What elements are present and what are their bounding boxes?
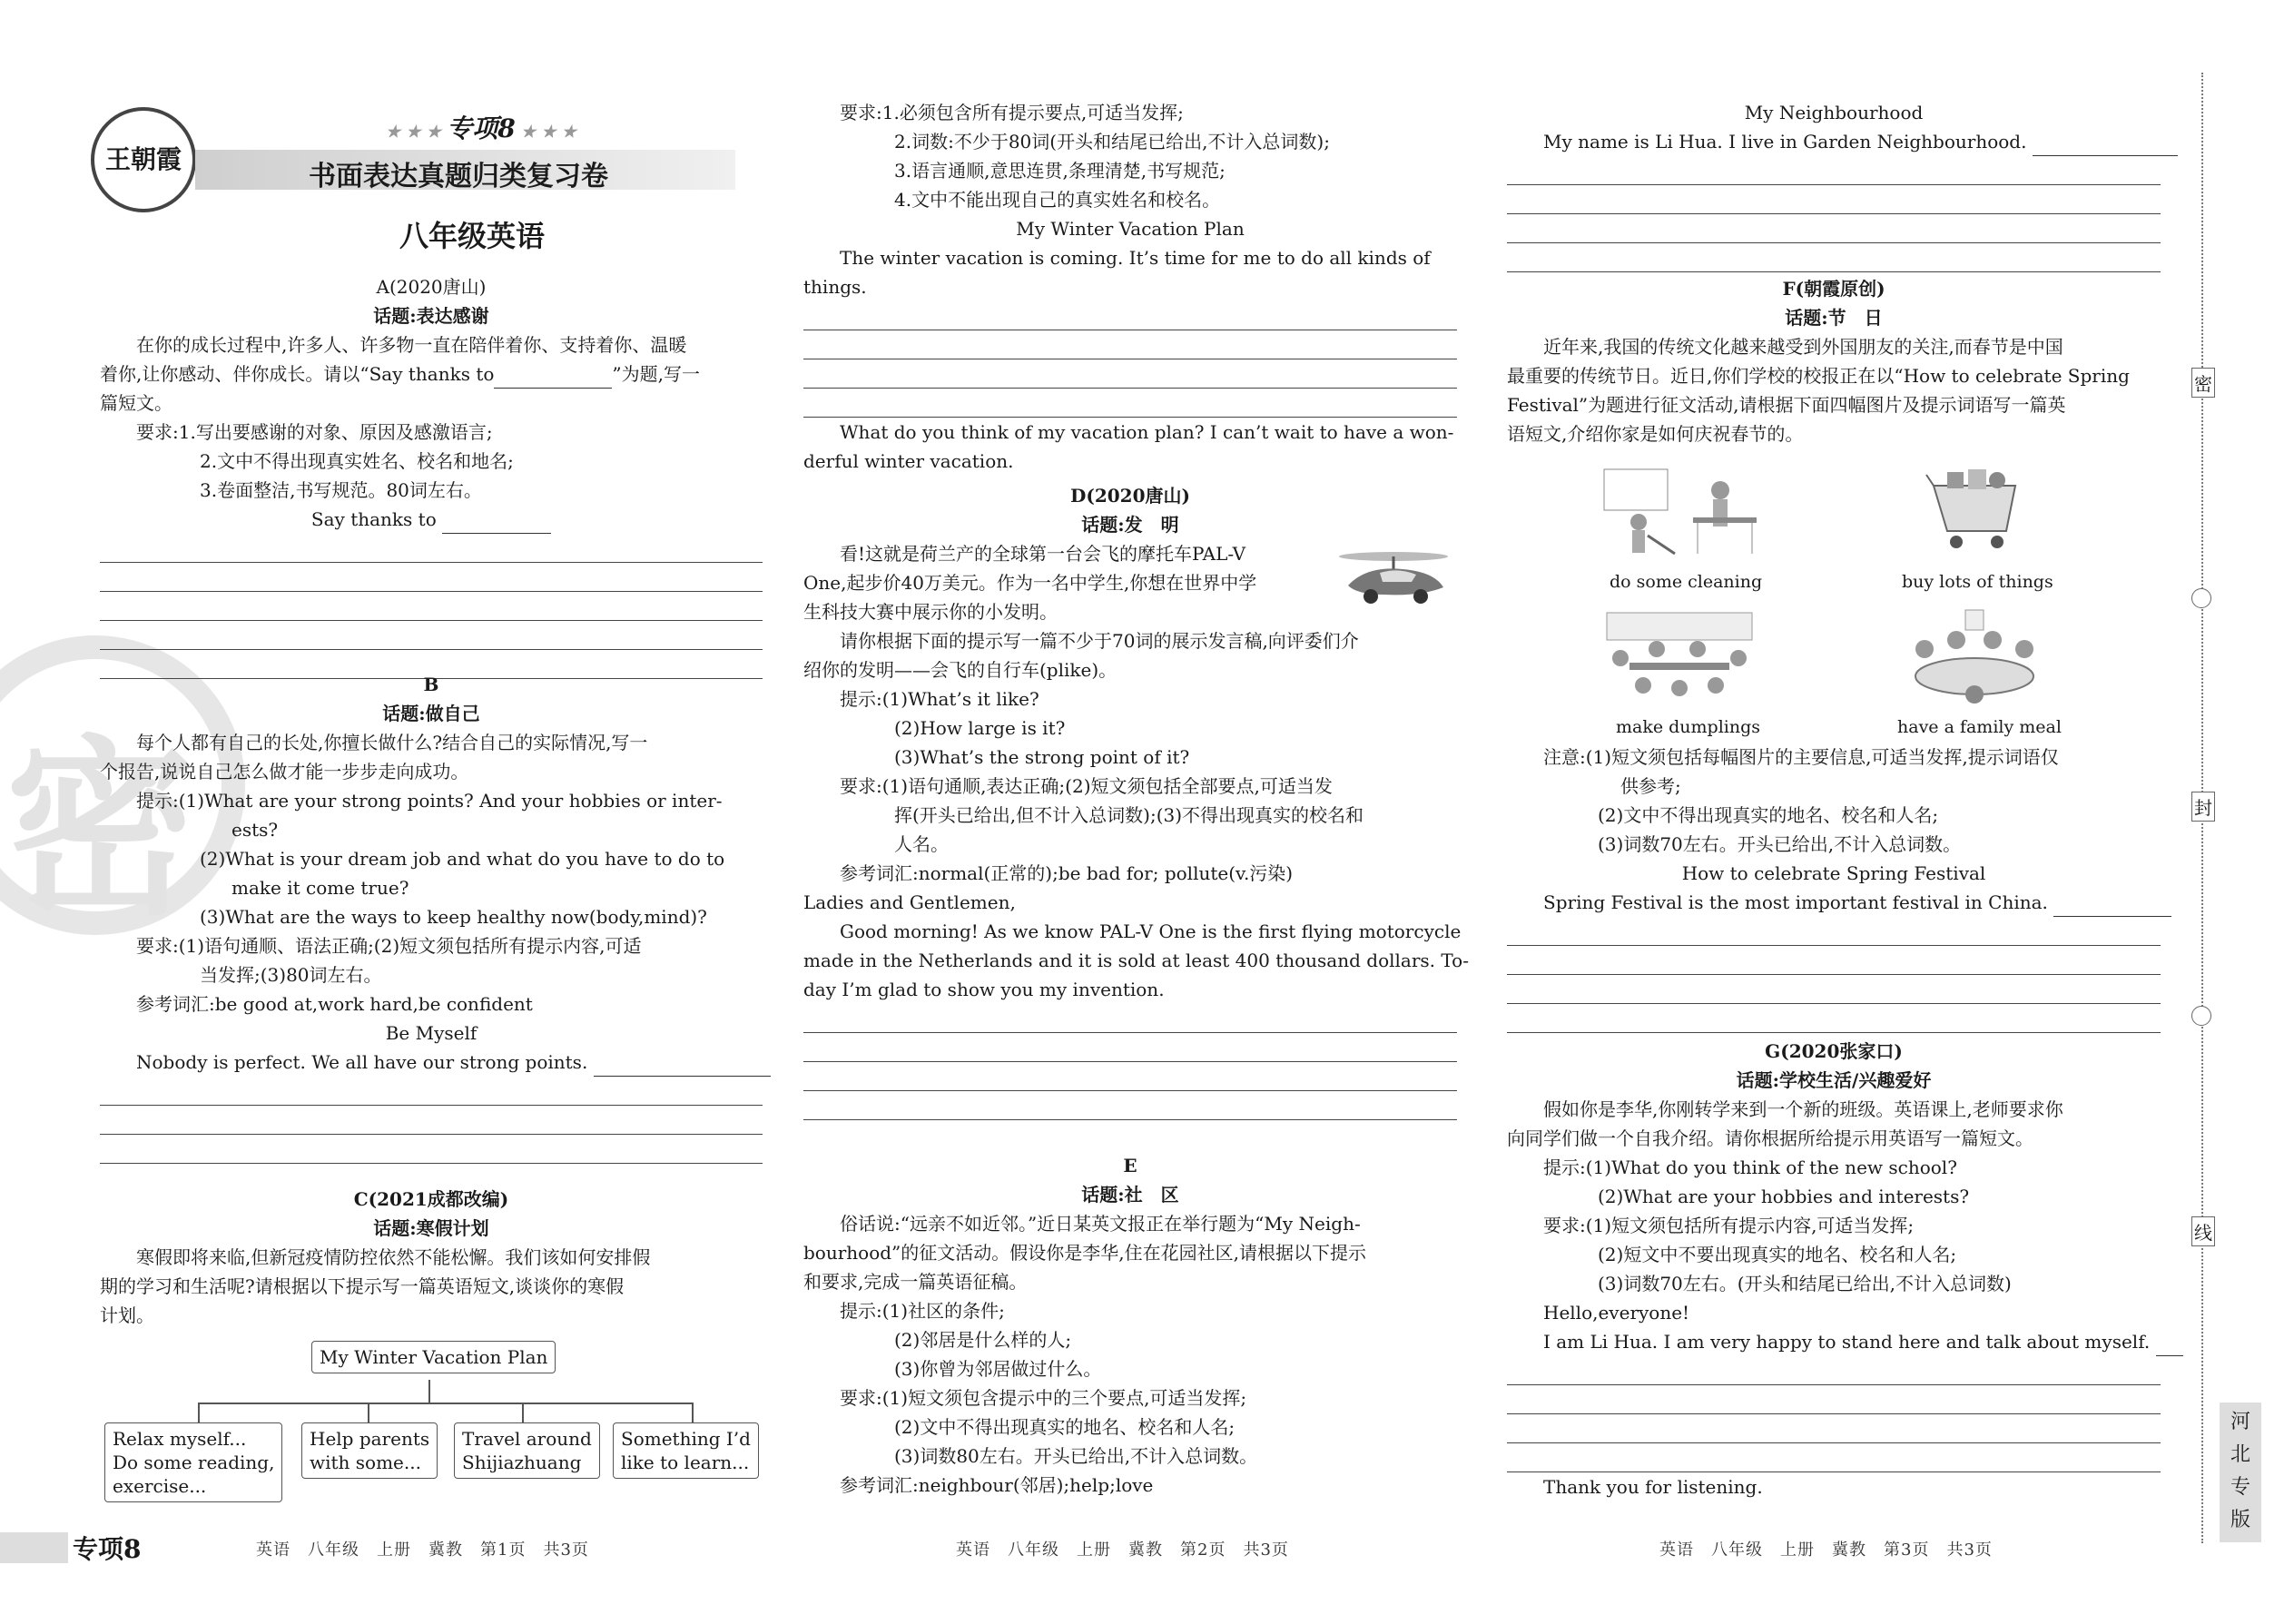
writing-line[interactable]	[100, 621, 763, 650]
section-d-r1b: 挥(开头已给出,但不计入总词数);(3)不得出现真实的校名和	[894, 804, 1364, 826]
section-f-n3: (3)词数70左右。开头已给出,不计入总词数。	[1598, 833, 1962, 855]
writing-line[interactable]	[1507, 1356, 2161, 1385]
section-f-start	[1507, 888, 2161, 917]
side-label-xian: 线	[2191, 1216, 2215, 1246]
edition-char: 专	[2230, 1476, 2250, 1499]
writing-line[interactable]	[1507, 917, 2161, 946]
mindmap-connector	[198, 1403, 200, 1422]
section-d-head: D(2020唐山)	[1070, 485, 1190, 507]
edition-badge	[2220, 1403, 2261, 1542]
essay-start: My name is Li Hua. I live in Garden Neighbourhood.	[1543, 131, 2027, 153]
section-c-p3: 计划。	[100, 1304, 154, 1326]
section-e-p3: 和要求,完成一篇英语征稿。	[803, 1271, 1028, 1293]
section-g-p2: 向同学们做一个自我介绍。请你根据所给提示用英语写一篇短文。	[1507, 1127, 2033, 1149]
section-b-p1: 每个人都有自己的长处,你擅长做什么?结合自己的实际情况,写一	[136, 732, 648, 753]
writing-line[interactable]	[803, 330, 1457, 359]
page-footer-2: 英语 八年级 上册 冀教 第2页 共3页	[956, 1540, 1289, 1560]
caption-dumplings: make dumplings	[1616, 717, 1761, 737]
leaf-line: like to learn...	[621, 1452, 750, 1473]
footer-series-tag: 专项8	[73, 1534, 142, 1564]
section-a-p1: 在你的成长过程中,许多人、许多物一直在陪伴着你、支持着你、温暖	[136, 334, 687, 356]
writing-line[interactable]	[1507, 185, 2161, 214]
edition-char: 版	[2230, 1509, 2250, 1531]
writing-line[interactable]	[803, 1062, 1457, 1091]
writing-line[interactable]	[803, 301, 1457, 330]
section-d-r1c: 人名。	[894, 833, 949, 855]
section-g-start	[1507, 1327, 2161, 1356]
section-d-h3: (3)What’s the strong point of it?	[894, 746, 1190, 768]
side-label-feng: 封	[2191, 792, 2215, 822]
writing-line[interactable]	[1507, 243, 2161, 272]
section-a-p2a: 着你,让你感动、伴你成长。请以“Say thanks to	[100, 363, 495, 385]
blank	[2053, 916, 2171, 917]
section-f-p1: 近年来,我国的传统文化越来越受到外国朋友的关注,而春节是中国	[1543, 336, 2063, 358]
section-e-p1: 俗话说:“远亲不如近邻。”近日某英文报正在举行题为“My Neigh-	[840, 1213, 1361, 1235]
section-e-topic: 话题:社 区	[1081, 1184, 1179, 1206]
section-b-r1b: 当发挥;(3)80词左右。	[200, 964, 382, 986]
writing-line[interactable]	[1507, 1385, 2161, 1414]
mindmap-connector	[692, 1403, 694, 1422]
section-c-start1: The winter vacation is coming. It’s time for me to do all kinds of	[840, 247, 1431, 269]
blank	[2033, 155, 2178, 156]
caption-shopping: buy lots of things	[1902, 572, 2053, 592]
blank	[442, 533, 551, 534]
section-b-h1b: ests?	[231, 819, 279, 841]
section-f-p4: 语短文,介绍你家是如何庆祝春节的。	[1507, 423, 1804, 445]
section-f-p3: Festival”为题进行征文活动,请根据下面四幅图片及提示词语写一篇英	[1507, 394, 2066, 416]
section-b-h3: (3)What are the ways to keep healthy now(body,mind)?	[200, 906, 707, 928]
section-b-h2b: make it come true?	[231, 877, 409, 899]
section-d-h1: 提示:(1)What’s it like?	[840, 688, 1039, 710]
section-f-n1b: 供参考;	[1620, 775, 1681, 797]
section-d-s3: day I’m glad to show you my invention.	[803, 979, 1165, 1000]
section-d-p2: One,起步价40万美元。作为一名中学生,你想在世界中学	[803, 572, 1257, 594]
page-footer-1: 英语 八年级 上册 冀教 第1页 共3页	[256, 1540, 589, 1560]
section-d-s2: made in the Netherlands and it is sold at least 400 thousand dollars. To-	[803, 950, 1469, 971]
writing-line[interactable]	[803, 359, 1457, 389]
writing-line[interactable]	[100, 1106, 763, 1135]
leaf-line: with some...	[310, 1452, 421, 1473]
section-c-start2: things.	[803, 276, 867, 298]
section-c-cont	[803, 98, 1457, 476]
section-f-essay-title: How to celebrate Spring Festival	[1681, 862, 1986, 884]
writing-line[interactable]	[100, 1077, 763, 1106]
essay-title: Say thanks to	[310, 508, 437, 530]
writing-line[interactable]	[1507, 156, 2161, 185]
footer-tag-bar	[0, 1532, 68, 1563]
shopping-image	[1925, 468, 2033, 558]
writing-line[interactable]	[803, 1004, 1457, 1033]
section-e-r1: 要求:(1)短文须包含提示中的三个要点,可适当发挥;	[840, 1387, 1247, 1409]
section-g-head: G(2020张家口)	[1765, 1040, 1903, 1062]
page-title: 书面表达真题归类复习卷	[309, 161, 608, 192]
leaf-line: Relax myself...	[113, 1428, 247, 1450]
section-e-r3: (3)词数80左右。开头已给出,不计入总词数。	[894, 1445, 1258, 1467]
edition-char: 河	[2230, 1411, 2250, 1433]
section-g	[1507, 1037, 2161, 1501]
leaf-line: Something I’d	[621, 1428, 751, 1450]
brand-logo-text: 王朝霞	[104, 144, 182, 174]
section-e-p2: bourhood”的征文活动。假设你是李华,住在花园社区,请根据以下提示	[803, 1242, 1366, 1264]
writing-line[interactable]	[100, 592, 763, 621]
section-a-r1: 要求:1.写出要感谢的对象、原因及感激语言;	[136, 421, 493, 443]
section-a-head: A(2020唐山)	[376, 276, 487, 298]
section-a	[100, 272, 763, 679]
section-c-end2: derful winter vacation.	[803, 450, 1014, 472]
mindmap-connector	[198, 1403, 692, 1404]
essay-start: I am Li Hua. I am very happy to stand here and talk about myself.	[1543, 1331, 2151, 1353]
section-d-p3: 生科技大赛中展示你的小发明。	[803, 601, 1058, 623]
blank	[594, 1076, 771, 1077]
writing-line[interactable]	[1507, 1004, 2161, 1033]
leaf-line: Shijiazhuang	[462, 1452, 582, 1473]
section-b-start	[100, 1048, 763, 1077]
section-c-r1: 要求:1.必须包含所有提示要点,可适当发挥;	[840, 102, 1184, 123]
section-a-r3: 3.卷面整洁,书写规范。80词左右。	[200, 479, 482, 501]
flying-motorcycle-image	[1330, 540, 1452, 608]
section-d-s1: Good morning! As we know PAL-V One is the first flying motorcycle	[840, 920, 1462, 942]
section-e-head: E	[1123, 1155, 1137, 1176]
cleaning-image	[1602, 468, 1761, 558]
section-c-r3: 3.语言通顺,意思连贯,条理清楚,书写规范;	[894, 160, 1226, 182]
section-b-head: B	[423, 674, 439, 695]
section-b-topic: 话题:做自己	[382, 703, 480, 724]
section-a-topic: 话题:表达感谢	[373, 305, 489, 327]
section-g-r2: (2)短文中不要出现真实的地名、校名和人名;	[1598, 1244, 1957, 1265]
essay-start: Spring Festival is the most important festival in China.	[1543, 891, 2048, 913]
section-c-end1: What do you think of my vacation plan? I can’t wait to have a won-	[840, 421, 1454, 443]
mindmap-connector	[522, 1403, 524, 1422]
section-g-r3: (3)词数70左右。(开头和结尾已给出,不计入总词数)	[1598, 1273, 2012, 1294]
section-c-r2: 2.词数:不少于80词(开头和结尾已给出,不计入总词数);	[894, 131, 1330, 153]
section-a-r2: 2.文中不得出现真实姓名、校名和地名;	[200, 450, 514, 472]
mindmap-connector	[428, 1380, 430, 1403]
leaf-line: Help parents	[310, 1428, 430, 1450]
section-a-p3: 篇短文。	[100, 392, 172, 414]
caption-family-meal: have a family meal	[1897, 717, 2062, 737]
section-d-p1: 看!这就是荷兰产的全球第一台会飞的摩托车PAL-V	[840, 543, 1246, 565]
star-icon: ★ ★ ★	[515, 123, 576, 142]
section-f-n2: (2)文中不得出现真实的地名、校名和人名;	[1598, 804, 1939, 826]
leaf-line: Travel around	[462, 1428, 592, 1450]
section-e-essay-title: My Neighbourhood	[1744, 102, 1924, 123]
circle-icon	[2191, 588, 2211, 608]
leaf-line: exercise...	[113, 1475, 207, 1497]
section-e-h1: 提示:(1)社区的条件;	[840, 1300, 1005, 1322]
brand-logo	[91, 107, 196, 212]
section-a-p2	[100, 359, 763, 389]
mindmap-leaf	[613, 1422, 759, 1479]
section-c-head: C(2021成都改编)	[353, 1188, 509, 1210]
section-b-vocab: 参考词汇:be good at,work hard,be confident	[136, 993, 533, 1015]
writing-line[interactable]	[100, 563, 763, 592]
section-e-cont	[1507, 98, 2161, 272]
section-g-greet: Hello,everyone!	[1543, 1302, 1690, 1324]
section-g-h1: 提示:(1)What do you think of the new school?	[1543, 1156, 1957, 1178]
leaf-line: Do some reading,	[113, 1452, 275, 1473]
section-a-p2b: ”为题,写一	[612, 363, 700, 385]
page-footer-3: 英语 八年级 上册 冀教 第3页 共3页	[1659, 1540, 1993, 1560]
section-d-topic: 话题:发 明	[1081, 514, 1179, 536]
writing-line[interactable]	[1507, 946, 2161, 975]
writing-line[interactable]	[1507, 975, 2161, 1004]
circle-icon	[2191, 1006, 2211, 1026]
section-g-topic: 话题:学校生活/兴趣爱好	[1736, 1069, 1932, 1091]
writing-line[interactable]	[100, 1135, 763, 1164]
title-banner	[195, 150, 735, 190]
section-e-r2: (2)文中不得出现真实的地名、校名和人名;	[894, 1416, 1236, 1438]
family-meal-image	[1902, 608, 2047, 708]
section-e-h3: (3)你曾为邻居做过什么。	[894, 1358, 1102, 1380]
blank	[2156, 1355, 2183, 1356]
section-f-head: F(朝霞原创)	[1782, 278, 1885, 300]
section-f-topic: 话题:节 日	[1785, 307, 1883, 329]
star-icon: ★ ★ ★	[386, 123, 448, 142]
section-g-h2: (2)What are your hobbies and interests?	[1598, 1186, 1970, 1207]
section-e-vocab: 参考词汇:neighbour(邻居);help;love	[840, 1474, 1154, 1496]
mindmap-leaf	[301, 1422, 438, 1479]
section-f-n1: 注意:(1)短文须包括每幅图片的主要信息,可适当发挥,提示词语仅	[1543, 746, 2059, 768]
dumplings-image	[1602, 608, 1757, 708]
writing-line[interactable]	[803, 1033, 1457, 1062]
writing-line[interactable]	[803, 1091, 1457, 1120]
section-a-essay-title	[100, 505, 763, 534]
section-d-p4: 请你根据下面的提示写一篇不少于70词的展示发言稿,向评委们介	[840, 630, 1359, 652]
section-e-h2: (2)邻居是什么样的人;	[894, 1329, 1072, 1351]
essay-start: Nobody is perfect. We all have our strong points.	[136, 1051, 588, 1073]
section-b-essay-title: Be Myself	[385, 1022, 478, 1044]
section-c-r4: 4.文中不能出现自己的真实姓名和校名。	[894, 189, 1221, 211]
section-g-end: Thank you for listening.	[1543, 1476, 1763, 1498]
section-b	[100, 670, 763, 1164]
section-d-r1: 要求:(1)语句通顺,表达正确;(2)短文须包括全部要点,可适当发	[840, 775, 1333, 797]
section-d-greet: Ladies and Gentlemen,	[803, 891, 1016, 913]
section-c-topic: 话题:寒假计划	[373, 1217, 489, 1239]
writing-line[interactable]	[1507, 1443, 2161, 1472]
section-d-vocab: 参考词汇:normal(正常的);be bad for; pollute(v.污染)	[840, 862, 1294, 884]
mindmap-leaf	[454, 1422, 600, 1479]
mindmap-connector	[368, 1403, 369, 1422]
section-f	[1507, 274, 2161, 448]
mindmap-root: My Winter Vacation Plan	[311, 1341, 556, 1373]
section-g-r1: 要求:(1)短文须包括所有提示内容,可适当发挥;	[1543, 1215, 1915, 1236]
section-b-h1: 提示:(1)What are your strong points? And your hobbies or inter-	[136, 790, 723, 812]
section-e-start	[1507, 127, 2161, 156]
edition-char: 北	[2230, 1443, 2250, 1466]
section-f-cont	[1507, 743, 2161, 1033]
section-b-r1: 要求:(1)语句通顺、语法正确;(2)短文须包括所有提示内容,可适	[136, 935, 642, 957]
series-text: 专项8	[447, 113, 516, 143]
series-label	[386, 109, 576, 145]
blank	[494, 388, 612, 389]
section-b-h2: (2)What is your dream job and what do you have to do to	[200, 848, 725, 870]
writing-line[interactable]	[803, 389, 1457, 418]
section-c	[100, 1185, 763, 1330]
caption-cleaning: do some cleaning	[1610, 572, 1763, 592]
writing-line[interactable]	[100, 534, 763, 563]
section-f-p2: 最重要的传统节日。近日,你们学校的校报正在以“How to celebrate Spring	[1507, 365, 2130, 387]
section-b-p2: 个报告,说说自己怎么做才能一步步走向成功。	[100, 761, 469, 782]
section-c-essay-title: My Winter Vacation Plan	[1016, 218, 1245, 240]
side-label-mi: 密	[2191, 368, 2215, 398]
section-d-p5: 绍你的发明——会飞的自行车(plike)。	[803, 659, 1117, 681]
section-c-p1: 寒假即将来临,但新冠疫情防控依然不能松懈。我们该如何安排假	[136, 1246, 651, 1268]
grade-title: 八年级英语	[399, 219, 546, 253]
writing-line[interactable]	[1507, 1414, 2161, 1443]
section-c-p2: 期的学习和生活呢?请根据以下提示写一篇英语短文,谈谈你的寒假	[100, 1275, 625, 1297]
section-e	[803, 1151, 1457, 1500]
section-d-h2: (2)How large is it?	[894, 717, 1066, 739]
section-g-p1: 假如你是李华,你刚转学来到一个新的班级。英语课上,老师要求你	[1543, 1098, 2063, 1120]
writing-line[interactable]	[1507, 214, 2161, 243]
watermark-text: 密	[5, 719, 197, 941]
mindmap-leaf	[104, 1422, 282, 1502]
